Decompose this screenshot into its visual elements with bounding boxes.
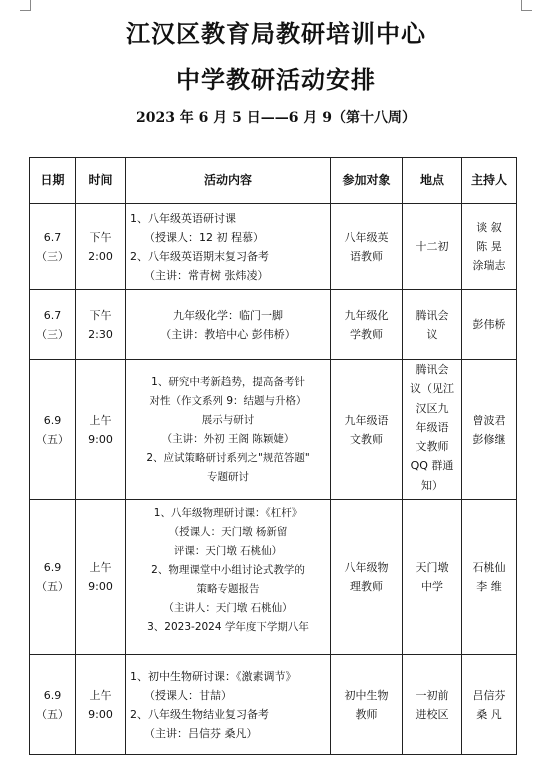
place-cell: 一初前 进校区: [403, 655, 462, 755]
place-cell: 腾讯会 议（见江 汉区九 年级语 文教师 QQ 群通 知）: [403, 360, 462, 500]
document-title: 江汉区教育局教研培训中心: [126, 19, 426, 48]
host-cell: 吕信芬 桑 凡: [462, 655, 517, 755]
host-cell: 谈 叙 陈 晃 涂瑞志: [462, 204, 517, 290]
host-cell: 彭伟桥: [462, 290, 517, 360]
host-cell: 石桃仙 李 维: [462, 500, 517, 655]
column-header-date: 日期: [30, 158, 76, 204]
content-cell: 九年级化学：临门一脚 （主讲：教培中心 彭伟桥）: [126, 290, 331, 360]
time-cell: 下午 2:30: [76, 290, 126, 360]
page-corner-mark-left: [20, 0, 31, 11]
date-cell: 6.7 （三）: [30, 204, 76, 290]
table-header-row: [30, 158, 517, 204]
time-cell: 上午 9:00: [76, 500, 126, 655]
column-header-time: 时间: [76, 158, 126, 204]
schedule-table: [29, 157, 517, 755]
table-row: [30, 360, 517, 500]
table-row: [30, 655, 517, 755]
date-cell: 6.7 （三）: [30, 290, 76, 360]
content-cell: 1、八年级物理研讨课：《杠杆》 （授课人：天门墩 杨新留 评课：天门墩 石桃仙） 2、物理课堂中小组讨论式教学的 策略专题报告 （主讲人：天门墩 石桃仙） 3、2023-2024 学年度下学期八年: [126, 500, 331, 655]
content-cell: 1、八年级英语研讨课 （授课人：12 初 程慕） 2、八年级英语期末复习备考 （主讲：常青树 张炜凌）: [126, 204, 331, 290]
date-cell: 6.9 （五）: [30, 500, 76, 655]
content-cell: 1、初中生物研讨课：《激素调节》 （授课人：甘喆） 2、八年级生物结业复习备考 （主讲：吕信芬 桑凡）: [126, 655, 331, 755]
content-cell: 1、研究中考新趋势，提高备考针 对性（作文系列 9：结题与升格） 展示与研讨 （主讲：外初 王阁 陈颖婕） 2、应试策略研讨系列之"规范答题" 专题研讨: [126, 360, 331, 500]
date-cell: 6.9 （五）: [30, 655, 76, 755]
audience-cell: 八年级物 理教师: [331, 500, 403, 655]
date-range: 2023 年 6 月 5 日——6 月 9（第十八周）: [135, 110, 417, 126]
time-cell: 上午 9:00: [76, 655, 126, 755]
host-cell: 曾波君 彭修继: [462, 360, 517, 500]
place-cell: 天门墩 中学: [403, 500, 462, 655]
audience-cell: 八年级英 语教师: [331, 204, 403, 290]
column-header-content: 活动内容: [126, 158, 331, 204]
date-cell: 6.9 （五）: [30, 360, 76, 500]
table-row: [30, 290, 517, 360]
document-subtitle: 中学教研活动安排: [176, 65, 376, 94]
table-row: [30, 204, 517, 290]
table-row: [30, 500, 517, 655]
column-header-audience: 参加对象: [331, 158, 403, 204]
page-corner-mark-right: [521, 0, 532, 11]
time-cell: 下午 2:00: [76, 204, 126, 290]
audience-cell: 初中生物 教师: [331, 655, 403, 755]
audience-cell: 九年级化 学教师: [331, 290, 403, 360]
column-header-host: 主持人: [462, 158, 517, 204]
place-cell: 腾讯会 议: [403, 290, 462, 360]
column-header-place: 地点: [403, 158, 462, 204]
audience-cell: 九年级语 文教师: [331, 360, 403, 500]
place-cell: 十二初: [403, 204, 462, 290]
time-cell: 上午 9:00: [76, 360, 126, 500]
